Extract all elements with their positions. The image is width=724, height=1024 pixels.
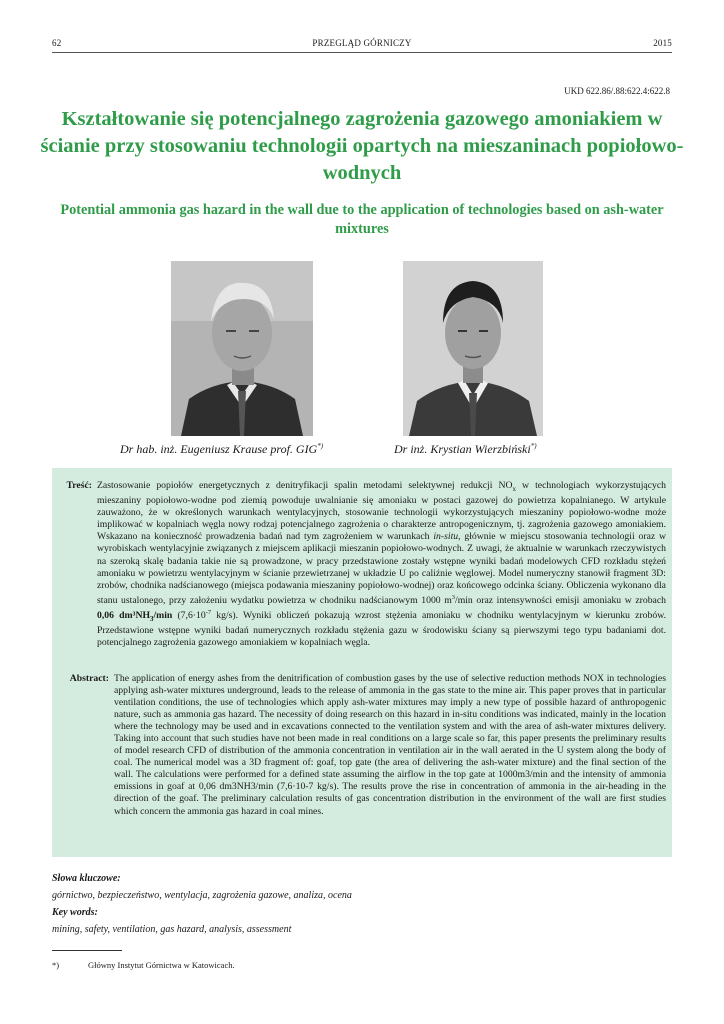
footnote-mark: *) bbox=[52, 960, 60, 970]
footnote bbox=[52, 960, 235, 970]
abstract-text: The application of energy ashes from the denitrification of combustion gases by the use of selective reduction methods NOX in technologies applying ash-water mixtures underground, leads to the release of ammonia in the gas state to the mine air. This paper proves that in particular ventilation conditions, the use of technologies which apply ash-water mixtures may imply a new type of possible hazard of anthropogenic nature, such as ammonia gas hazard. The necessity of doing research on this hazard in in-situ conditions was indicated, mainly in the location where the technology may be used and in excavations connected to the ventilation system and with the area of ash-water mixtures delivery. Taking into account that such studies have not been made in real conditions on a large scale so far, this paper presents the preliminary results of model research CFD of distribution of the ammonia concentration in ventilation air in the wall aerated in the U system along the body of coal. The numerical model was a 3D fragment of: goaf, top gate (the area of delivering the ash-water mixture) and the final section of the wall. The calculations were performed for a defined state assuming the airflow in the top gate at 1000m3/min and the intensity of ammonia emissions in goaf at 0,06 dm3NH3/min (7,6·10-7 kg/s). The results prove the rise in concentration of ammonia in the air-heading in the direction of the goaf. The preliminary calculation results of gas concentration distribution in the environment of the wall are first studies which concern the ammonia gas hazard in coal mines. bbox=[114, 673, 666, 817]
author-caption-krause: Dr hab. inż. Eugeniusz Krause prof. GIG*) bbox=[120, 442, 324, 456]
tresc-text: Zastosowanie popiołów energetycznych z denitryfikacji spalin metodami selektywnej redukcji $NO_x$ w technologiach wykorzystujących mieszaniny popiołowo-wodne pod ziemią powoduje uwalnianie się amoniaku w postaci gazowej do powietrza kopalnianego. W artykule zauważono, że w określonych warunkach wentylacyjnych, stosowanie technologii wykorzystujących mieszaniny popiołowo-wodne może implikować w kopalniach węgla nowy rodzaj potencjalnego zagrożenia o charakterze antropogenicznym, tj. zagrożenia gazowego amoniakiem. Wskazano na konieczność prowadzenia badań nad tym zagrożeniem w warunkach in-situ, głównie w miejscu stosowania technologii oraz w wyrobiskach wentylacyjnie związanych z miejscem aplikacji mieszanin popiołowo-wodnych. Z uwagi, że aktualnie w warunkach rzeczywistych na szeroką skalę badania takie nie są prowadzone, w pracy przedstawione zostały wstępne wyniki badań modelowych CFD rozkładu stężeń amoniaku w powietrzu wentylacyjnym w ścianie przewietrzanej w układzie U po caliźnie węglowej. Model numeryczny stanowił fragment 3D: zrobów, chodnika nadścianowego (miejsca podawania mieszaniny popiołowo-wodnej) oraz końcowego odcinka ściany. Obliczenia wykonano dla stanu ustalonego, przy założeniu wydatku powietrza w chodniku nadścianowym 1000 $m^3/\min$ oraz intensywności emisji amoniaku w zrobach 0,06 $dm^3NH_3/\min$ ($7,6\cdot 10^{-7}$ kg/s). Wyniki obliczeń pokazują wzrost stężenia amoniaku w chodniku wentylacyjnym w kierunku zrobów. Przedstawione wstępne wyniki badań numerycznych rozkładu stężenia gazu w środowisku ściany są pierwszymi tego typu badaniami dot. potencjalnego zagrożenia gazowego amoniakiem w kopalniach węgla. bbox=[97, 480, 666, 649]
title-english: Potential ammonia gas hazard in the wall due to the application of technologies based on ash-water mixtures bbox=[60, 202, 664, 237]
keywords-pl-text: górnictwo, bezpieczeństwo, wentylacja, zagrożenia gazowe, analiza, ocena bbox=[52, 890, 352, 901]
running-header bbox=[52, 38, 672, 52]
ukd-code: UKD 622.86/.88:622.4:622.8 bbox=[564, 86, 670, 96]
author-photo-krause bbox=[171, 261, 313, 436]
title-polish: Kształtowanie się potencjalnego zagrożenia gazowego amoniakiem w ścianie przy stosowaniu technologii opartych na mieszaninach popiołowo-wodnych bbox=[40, 108, 684, 184]
footnote-text: Główny Instytut Górnictwa w Katowicach. bbox=[88, 960, 235, 970]
keywords-pl-label: Słowa kluczowe: bbox=[52, 873, 121, 884]
journal-year: 2015 bbox=[653, 38, 672, 48]
abstract-label: Abstract: bbox=[69, 673, 109, 684]
author-caption-wierzbinski: Dr inż. Krystian Wierzbiński*) bbox=[394, 442, 537, 456]
header-rule bbox=[52, 52, 672, 53]
author-photo-wierzbinski bbox=[403, 261, 543, 436]
page-number: 62 bbox=[52, 38, 62, 48]
abstract-box bbox=[52, 468, 672, 857]
keywords-en-text: mining, safety, ventilation, gas hazard, analysis, assessment bbox=[52, 924, 292, 935]
tresc-label: Treść: bbox=[66, 480, 92, 491]
footnote-rule bbox=[52, 950, 122, 951]
journal-name: PRZEGLĄD GÓRNICZY bbox=[312, 38, 412, 48]
keywords-en-label: Key words: bbox=[52, 907, 98, 918]
